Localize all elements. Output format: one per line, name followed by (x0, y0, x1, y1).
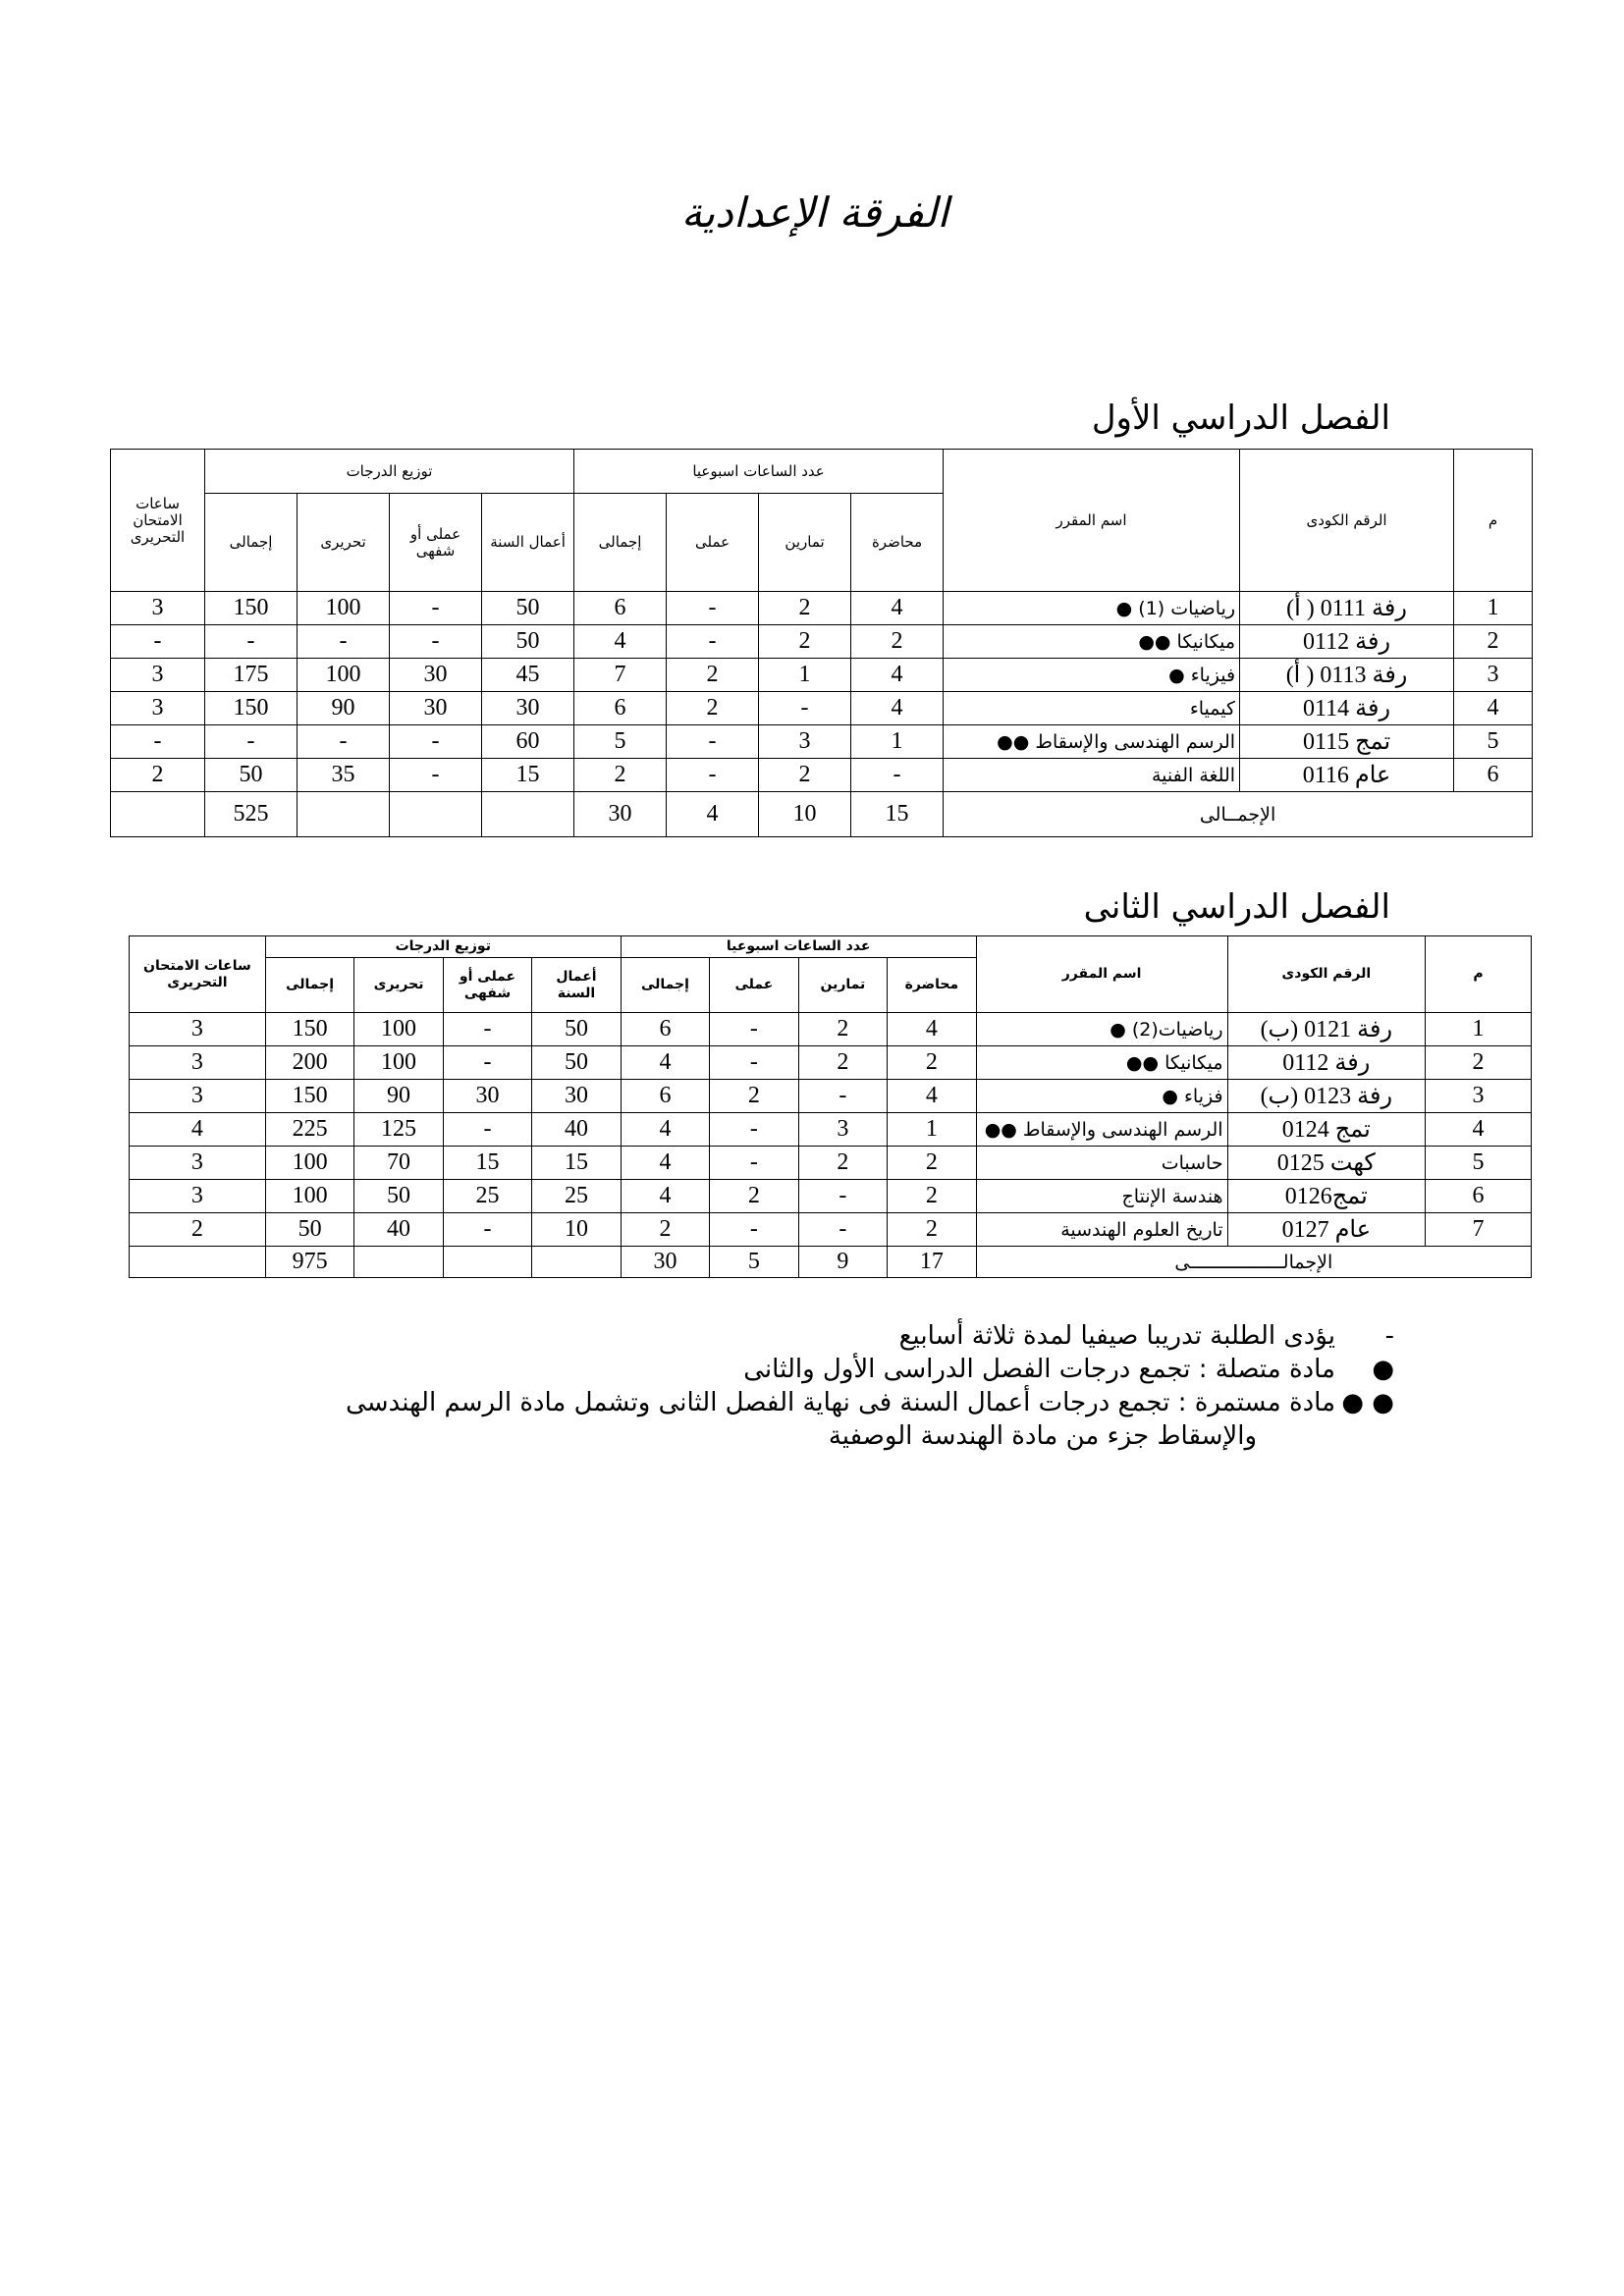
cell-course: ميكانيكا ●● (944, 625, 1240, 659)
total-lecture: 15 (851, 792, 944, 837)
cell-oral: - (443, 1113, 531, 1147)
cell-tutorial: 2 (798, 1147, 887, 1180)
semester2-heading: الفصل الدراسي الثانى (1083, 887, 1390, 927)
table-row (130, 1113, 1532, 1147)
cell-oral: 25 (443, 1180, 531, 1213)
cell-written: - (298, 625, 390, 659)
cell-exam-hours: 2 (130, 1213, 266, 1247)
cell-tutorial: 2 (759, 625, 851, 659)
cell-code: رفة 0121 (ب) (1227, 1013, 1425, 1046)
cell-written: 35 (298, 759, 390, 792)
total-lecture: 17 (888, 1247, 976, 1278)
cell-code: رفة 0113 ( أ) (1240, 659, 1454, 692)
cell-practical: - (667, 759, 759, 792)
cell-lecture: 2 (888, 1180, 976, 1213)
cell-tutorial: - (798, 1213, 887, 1247)
header-weekly-hours: عدد الساعات اسبوعيا (621, 936, 976, 958)
cell-tutorial: - (798, 1080, 887, 1113)
cell-oral: - (443, 1213, 531, 1247)
cell-hours-total: 4 (621, 1046, 709, 1080)
cell-practical: - (710, 1213, 798, 1247)
cell-exam-hours: 3 (130, 1080, 266, 1113)
cell-oral: - (443, 1013, 531, 1046)
cell-lecture: 4 (888, 1080, 976, 1113)
table-row (111, 625, 1533, 659)
cell-course: ميكانيكا ●● (976, 1046, 1227, 1080)
total-label: الإجمــالى (944, 792, 1533, 837)
cell-hours-total: 6 (621, 1080, 709, 1113)
cell-year-work: 40 (532, 1113, 621, 1147)
cell-course: فيزياء ● (944, 659, 1240, 692)
semester1-table (110, 449, 1533, 837)
notes (324, 1319, 1394, 1453)
cell-year-work: 60 (482, 725, 574, 759)
cell-oral: 15 (443, 1147, 531, 1180)
cell-written: - (298, 725, 390, 759)
header-hours-total: إجمالى (621, 958, 709, 1013)
cell-lecture: - (851, 759, 944, 792)
cell-lecture: 4 (888, 1013, 976, 1046)
cell-year-work: 30 (532, 1080, 621, 1113)
header-year-work: أعمال السنة (482, 494, 574, 592)
cell-exam-hours: 3 (111, 692, 205, 725)
bullet-icon: ● (1372, 1355, 1394, 1384)
cell-year-work: 50 (532, 1013, 621, 1046)
cell-year-work: 10 (532, 1213, 621, 1247)
cell-code: كهت 0125 (1227, 1147, 1425, 1180)
cell-num: 1 (1454, 592, 1533, 625)
cell-exam-hours: - (111, 725, 205, 759)
header-weekly-hours: عدد الساعات اسبوعيا (574, 450, 944, 494)
note-text: يؤدى الطلبة تدريبا صيفيا لمدة ثلاثة أسابيع (898, 1321, 1335, 1351)
cell-year-work: 50 (482, 625, 574, 659)
cell-year-work: 15 (532, 1147, 621, 1180)
cell-code: رفة 0114 (1240, 692, 1454, 725)
table-row (130, 1180, 1532, 1213)
header-grades: توزيع الدرجات (265, 936, 621, 958)
cell-practical: - (710, 1147, 798, 1180)
header-written: تحريرى (298, 494, 390, 592)
cell-course: الرسم الهندسى والإسقاط ●● (944, 725, 1240, 759)
cell-tutorial: - (759, 692, 851, 725)
cell-num: 5 (1426, 1147, 1532, 1180)
cell-exam-hours: 3 (130, 1147, 266, 1180)
table-row (130, 1013, 1532, 1046)
cell-practical: 2 (710, 1080, 798, 1113)
table-row (130, 1147, 1532, 1180)
cell-hours-total: 6 (574, 592, 667, 625)
cell-written: 90 (298, 692, 390, 725)
cell-oral: 30 (390, 659, 482, 692)
cell-practical: 2 (667, 692, 759, 725)
cell-exam-hours: - (111, 625, 205, 659)
cell-oral: - (390, 725, 482, 759)
header-num: م (1426, 936, 1532, 1013)
cell-num: 6 (1426, 1180, 1532, 1213)
cell-grades-total: 50 (265, 1213, 354, 1247)
semester2-table (129, 935, 1532, 1278)
cell-exam-hours: 3 (111, 592, 205, 625)
note-item (324, 1319, 1394, 1353)
cell-year-work: 50 (482, 592, 574, 625)
cell-hours-total: 4 (574, 625, 667, 659)
cell-lecture: 1 (888, 1113, 976, 1147)
cell-grades-total: - (205, 725, 298, 759)
total-hours: 30 (621, 1247, 709, 1278)
cell-lecture: 1 (851, 725, 944, 759)
cell-written: 100 (354, 1013, 443, 1046)
header-grades-total: إجمالى (265, 958, 354, 1013)
cell-course: رياضيات (1) ● (944, 592, 1240, 625)
header-tutorial: تمارين (798, 958, 887, 1013)
cell-grades-total: 175 (205, 659, 298, 692)
cell-hours-total: 4 (621, 1113, 709, 1147)
cell-hours-total: 2 (574, 759, 667, 792)
cell-written: 100 (298, 592, 390, 625)
cell-practical: - (710, 1013, 798, 1046)
cell-lecture: 2 (888, 1046, 976, 1080)
cell-written: 70 (354, 1147, 443, 1180)
cell-num: 3 (1426, 1080, 1532, 1113)
total-row (111, 792, 1533, 837)
cell-hours-total: 5 (574, 725, 667, 759)
cell-oral: 30 (390, 692, 482, 725)
cell-lecture: 2 (888, 1147, 976, 1180)
note-item (324, 1353, 1394, 1386)
cell-course: فزياء ● (976, 1080, 1227, 1113)
table-row (111, 659, 1533, 692)
header-oral: عملى أو شفهى (443, 958, 531, 1013)
header-code: الرقم الكودى (1240, 450, 1454, 592)
table-row (130, 1213, 1532, 1247)
header-practical: عملى (667, 494, 759, 592)
header-grades: توزيع الدرجات (205, 450, 574, 494)
note-item (324, 1386, 1394, 1419)
cell-hours-total: 7 (574, 659, 667, 692)
cell-oral: - (390, 625, 482, 659)
cell-grades-total: 100 (265, 1180, 354, 1213)
cell-hours-total: 2 (621, 1213, 709, 1247)
cell-written: 125 (354, 1113, 443, 1147)
cell-exam-hours: 3 (130, 1180, 266, 1213)
cell-written: 40 (354, 1213, 443, 1247)
cell-course: الرسم الهندسى والإسقاط ●● (976, 1113, 1227, 1147)
cell-practical: - (667, 625, 759, 659)
cell-exam-hours: 3 (111, 659, 205, 692)
cell-grades-total: 150 (205, 692, 298, 725)
cell-year-work: 15 (482, 759, 574, 792)
semester1-heading: الفصل الدراسي الأول (1091, 399, 1390, 438)
header-year-work: أعمال السنة (532, 958, 621, 1013)
cell-practical: - (710, 1113, 798, 1147)
dash-marker: - (1384, 1321, 1394, 1351)
cell-oral: 30 (443, 1080, 531, 1113)
header-course: اسم المقرر (944, 450, 1240, 592)
total-practical: 5 (710, 1247, 798, 1278)
cell-written: 100 (354, 1046, 443, 1080)
cell-num: 1 (1426, 1013, 1532, 1046)
cell-num: 2 (1454, 625, 1533, 659)
cell-lecture: 4 (851, 659, 944, 692)
cell-code: عام 0127 (1227, 1213, 1425, 1247)
cell-course: تاريخ العلوم الهندسية (976, 1213, 1227, 1247)
total-grades: 525 (205, 792, 298, 837)
cell-exam-hours: 4 (130, 1113, 266, 1147)
cell-grades-total: 150 (205, 592, 298, 625)
cell-course: رياضيات(2) ● (976, 1013, 1227, 1046)
cell-practical: 2 (667, 659, 759, 692)
cell-year-work: 50 (532, 1046, 621, 1080)
cell-num: 5 (1454, 725, 1533, 759)
cell-num: 7 (1426, 1213, 1532, 1247)
cell-exam-hours: 3 (130, 1013, 266, 1046)
header-course: اسم المقرر (976, 936, 1227, 1013)
cell-course: كيمياء (944, 692, 1240, 725)
cell-num: 4 (1454, 692, 1533, 725)
cell-course: اللغة الفنية (944, 759, 1240, 792)
table-row (130, 1046, 1532, 1080)
total-practical: 4 (667, 792, 759, 837)
cell-written: 50 (354, 1180, 443, 1213)
cell-code: رفة 0112 (1227, 1046, 1425, 1080)
cell-grades-total: 50 (205, 759, 298, 792)
cell-code: رفة 0123 (ب) (1227, 1080, 1425, 1113)
total-tutorial: 10 (759, 792, 851, 837)
cell-hours-total: 6 (621, 1013, 709, 1046)
header-code: الرقم الكودى (1227, 936, 1425, 1013)
cell-year-work: 45 (482, 659, 574, 692)
cell-practical: 2 (710, 1180, 798, 1213)
header-oral: عملى أو شفهى (390, 494, 482, 592)
table-row (111, 692, 1533, 725)
header-practical: عملى (710, 958, 798, 1013)
cell-oral: - (390, 592, 482, 625)
cell-code: تمج 0124 (1227, 1113, 1425, 1147)
cell-tutorial: 1 (759, 659, 851, 692)
cell-grades-total: 100 (265, 1147, 354, 1180)
total-label: الإجمالـــــــــــــــــى (976, 1247, 1531, 1278)
header-exam-hours: ساعات الامتحان التحريرى (130, 936, 266, 1013)
cell-code: رفة 0112 (1240, 625, 1454, 659)
cell-tutorial: 2 (798, 1013, 887, 1046)
cell-grades-total: 200 (265, 1046, 354, 1080)
note-item-continuation (324, 1419, 1394, 1453)
table-row (111, 592, 1533, 625)
total-grades: 975 (265, 1247, 354, 1278)
header-hours-total: إجمالى (574, 494, 667, 592)
cell-oral: - (390, 759, 482, 792)
cell-grades-total: 150 (265, 1080, 354, 1113)
header-lecture: محاضرة (851, 494, 944, 592)
cell-year-work: 30 (482, 692, 574, 725)
header-tutorial: تمارين (759, 494, 851, 592)
cell-practical: - (667, 592, 759, 625)
cell-course: هندسة الإنتاج (976, 1180, 1227, 1213)
cell-exam-hours: 2 (111, 759, 205, 792)
cell-practical: - (710, 1046, 798, 1080)
cell-tutorial: 2 (759, 592, 851, 625)
cell-tutorial: - (798, 1180, 887, 1213)
cell-year-work: 25 (532, 1180, 621, 1213)
cell-num: 3 (1454, 659, 1533, 692)
total-row (130, 1247, 1532, 1278)
cell-oral: - (443, 1046, 531, 1080)
cell-grades-total: - (205, 625, 298, 659)
cell-written: 100 (298, 659, 390, 692)
table-row (111, 725, 1533, 759)
cell-grades-total: 150 (265, 1013, 354, 1046)
cell-lecture: 4 (851, 692, 944, 725)
cell-lecture: 2 (888, 1213, 976, 1247)
cell-written: 90 (354, 1080, 443, 1113)
table-row (111, 759, 1533, 792)
header-grades-total: إجمالى (205, 494, 298, 592)
cell-tutorial: 2 (759, 759, 851, 792)
cell-hours-total: 6 (574, 692, 667, 725)
cell-tutorial: 2 (798, 1046, 887, 1080)
cell-tutorial: 3 (759, 725, 851, 759)
cell-course: حاسبات (976, 1147, 1227, 1180)
cell-grades-total: 225 (265, 1113, 354, 1147)
cell-practical: - (667, 725, 759, 759)
cell-lecture: 4 (851, 592, 944, 625)
cell-code: عام 0116 (1240, 759, 1454, 792)
cell-code: تمج 0115 (1240, 725, 1454, 759)
page-title: الفرقة الإعدادية (680, 188, 949, 237)
cell-num: 6 (1454, 759, 1533, 792)
cell-code: تمج0126 (1227, 1180, 1425, 1213)
table-row (130, 1080, 1532, 1113)
header-lecture: محاضرة (888, 958, 976, 1013)
cell-code: رفة 0111 ( أ) (1240, 592, 1454, 625)
note-text: مادة متصلة : تجمع درجات الفصل الدراسى الأول والثانى (743, 1355, 1335, 1384)
cell-num: 2 (1426, 1046, 1532, 1080)
cell-num: 4 (1426, 1113, 1532, 1147)
cell-exam-hours: 3 (130, 1046, 266, 1080)
note-text: والإسقاط جزء من مادة الهندسة الوصفية (828, 1421, 1257, 1451)
cell-lecture: 2 (851, 625, 944, 659)
total-hours: 30 (574, 792, 667, 837)
total-tutorial: 9 (798, 1247, 887, 1278)
header-num: م (1454, 450, 1533, 592)
header-exam-hours: ساعات الامتحان التحريرى (111, 450, 205, 592)
header-written: تحريرى (354, 958, 443, 1013)
double-bullet-icon: ● ● (1341, 1388, 1394, 1417)
note-text: مادة مستمرة : تجمع درجات أعمال السنة فى نهاية الفصل الثانى وتشمل مادة الرسم الهندسى (346, 1388, 1335, 1417)
cell-tutorial: 3 (798, 1113, 887, 1147)
cell-hours-total: 4 (621, 1147, 709, 1180)
cell-hours-total: 4 (621, 1180, 709, 1213)
